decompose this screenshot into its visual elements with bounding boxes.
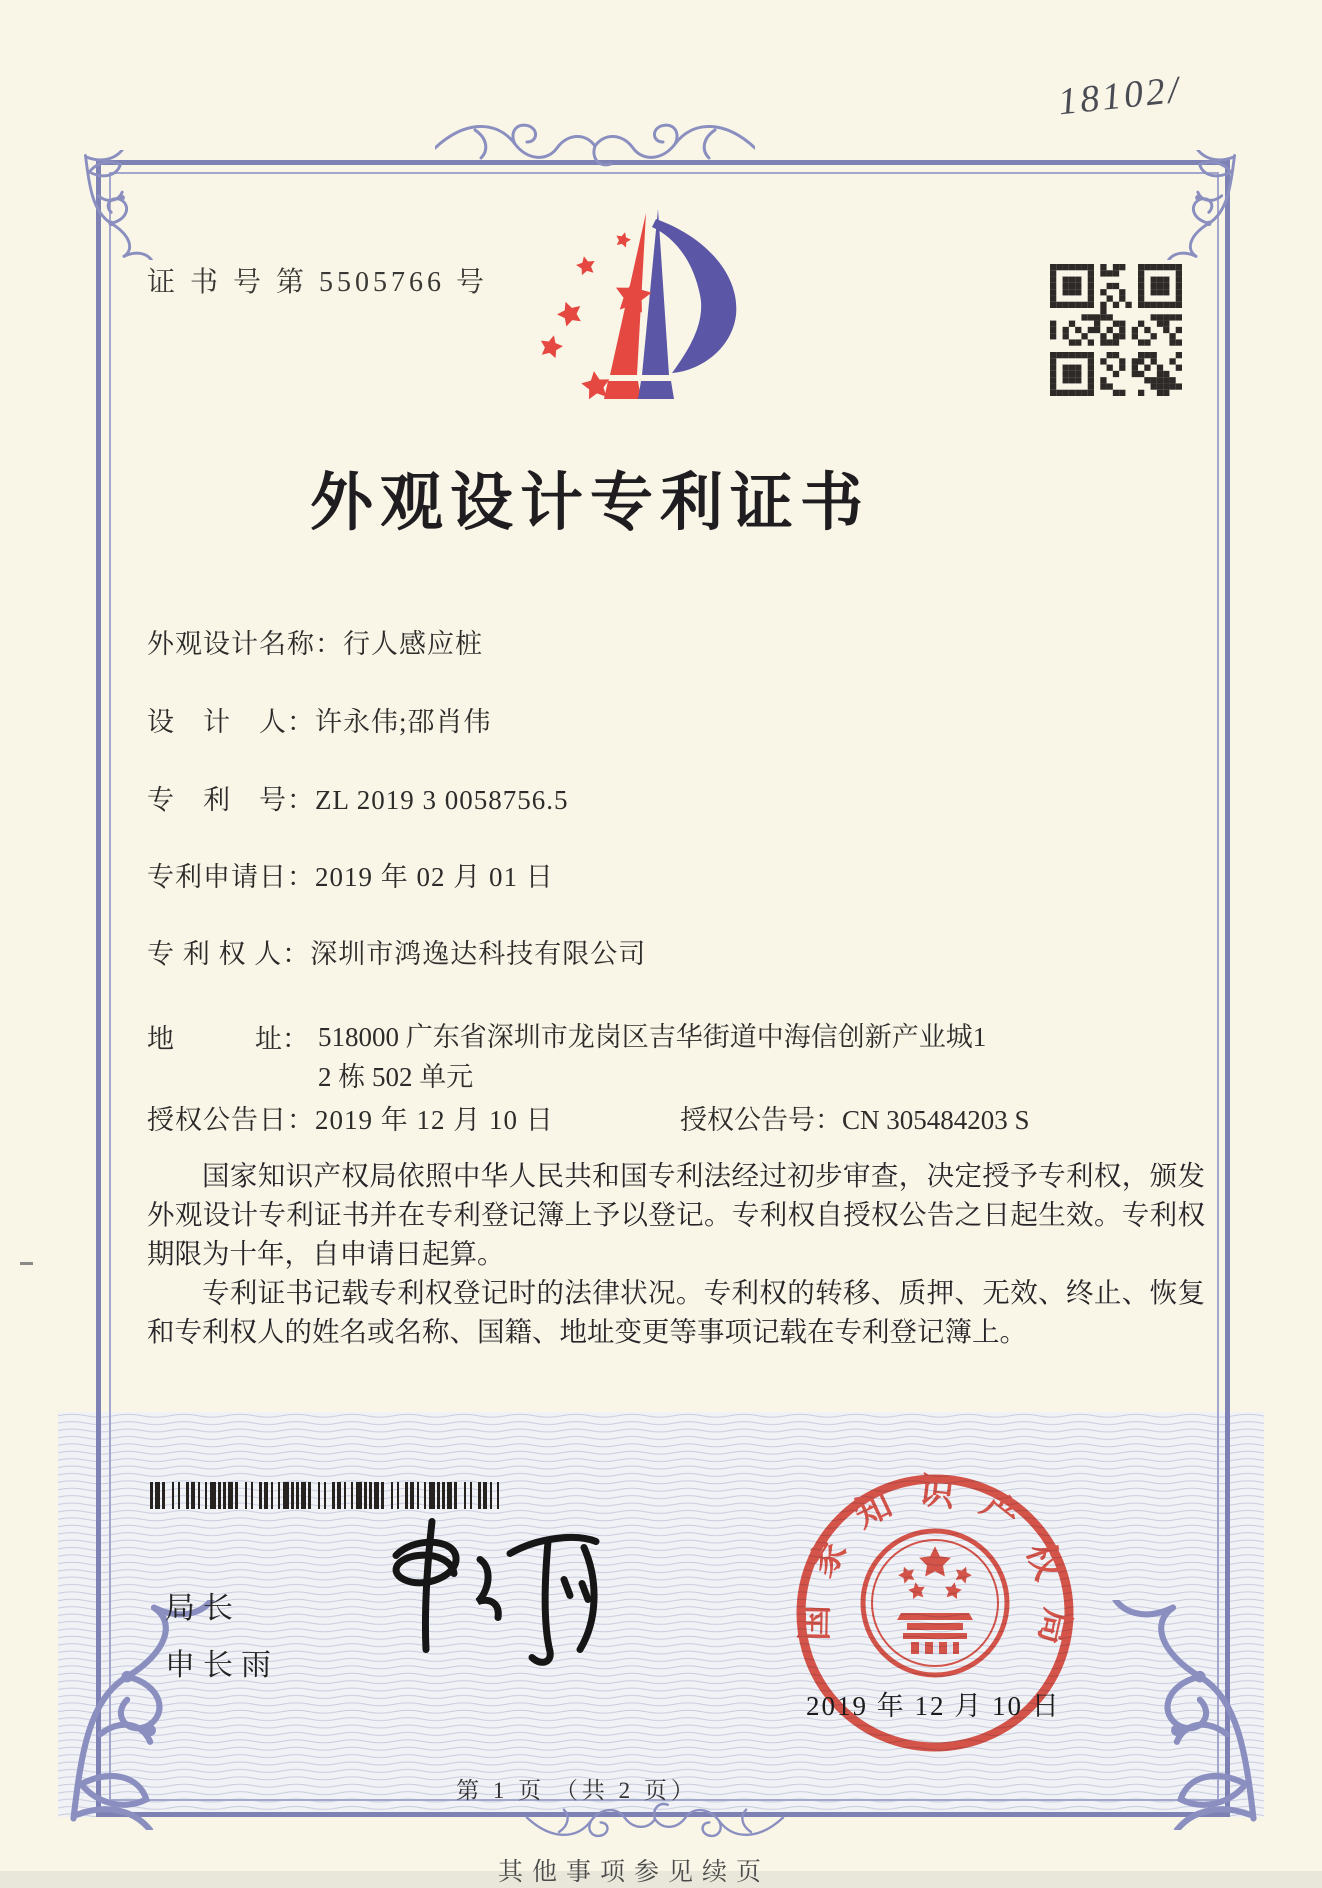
field-patentee-label: 专 利 权 人： <box>147 939 311 969</box>
page-number: 第 1 页 （共 2 页） <box>456 1778 698 1803</box>
certificate-title: 外观设计专利证书 <box>310 468 870 538</box>
field-design-name-label: 外观设计名称： <box>147 629 343 659</box>
field-designer-label: 设 计 人： <box>147 707 315 737</box>
handwritten-number: 18102/ <box>1056 68 1184 124</box>
field-grant-date <box>147 1098 554 1137</box>
qr-code-icon <box>1050 264 1182 396</box>
legal-paragraph-1: 国家知识产权局依照中华人民共和国专利法经过初步审查，决定授予专利权，颁发外观设计专利证书并在专利登记簿上予以登记。专利权自授权公告之日起生效。专利权期限为十年，自申请日起算。 <box>147 1160 1205 1269</box>
field-grant-date-label: 授权公告日： <box>147 1105 315 1135</box>
field-address-value <box>318 1017 1058 1097</box>
seal-text: 国家知识产权局 <box>794 1470 1079 1672</box>
top-center-flourish-ornament <box>435 110 755 180</box>
national-emblem-icon <box>863 1531 1007 1675</box>
handwritten-signature <box>352 1506 602 1674</box>
top-left-flourish-ornament <box>80 150 190 260</box>
address-line-2: 2 栋 502 单元 <box>318 1062 474 1092</box>
top-right-flourish-ornament <box>1130 150 1240 260</box>
field-filing-date-value: 2019 年 02 月 01 日 <box>315 862 554 892</box>
field-grant-number-label: 授权公告号： <box>680 1105 842 1135</box>
field-address-label: 地 址： <box>147 1024 309 1054</box>
field-filing-date-label: 专利申请日： <box>147 862 315 892</box>
field-patentee-value: 深圳市鸿逸达科技有限公司 <box>310 939 647 969</box>
field-grant-date-value: 2019 年 12 月 10 日 <box>315 1105 554 1135</box>
field-design-name <box>147 622 483 661</box>
cnipa-logo-icon <box>538 203 750 403</box>
clipped-bottom-text: 其他事项参见续页 <box>498 1859 771 1886</box>
legal-paragraph-2: 专利证书记载专利权登记时的法律状况。专利权的转移、质押、无效、终止、恢复和专利权人的姓名或名称、国籍、地址变更等事项记载在专利登记簿上。 <box>147 1277 1205 1347</box>
certificate-number: 证 书 号 第 5505766 号 <box>147 267 489 298</box>
field-patent-number <box>147 778 568 817</box>
commissioner-name: 申长雨 <box>165 1649 279 1682</box>
field-grant-number <box>680 1098 1030 1137</box>
field-patentee <box>147 932 646 971</box>
address-line-1: 518000 广东省深圳市龙岗区吉华街道中海信创新产业城1 <box>318 1022 987 1052</box>
field-design-name-value: 行人感应桩 <box>343 629 483 659</box>
commissioner-title: 局长 <box>165 1592 241 1625</box>
stray-scan-mark <box>20 1262 33 1265</box>
seal-date: 2019 年 12 月 10 日 <box>806 1691 1061 1721</box>
field-filing-date <box>147 855 554 894</box>
field-designer-value: 许永伟;邵肖伟 <box>315 707 492 737</box>
field-grant-number-value: CN 305484203 S <box>842 1105 1030 1135</box>
field-patent-number-label: 专 利 号： <box>147 785 315 815</box>
field-designer <box>147 700 492 739</box>
field-patent-number-value: ZL 2019 3 0058756.5 <box>315 785 569 815</box>
legal-text <box>147 1156 1205 1351</box>
